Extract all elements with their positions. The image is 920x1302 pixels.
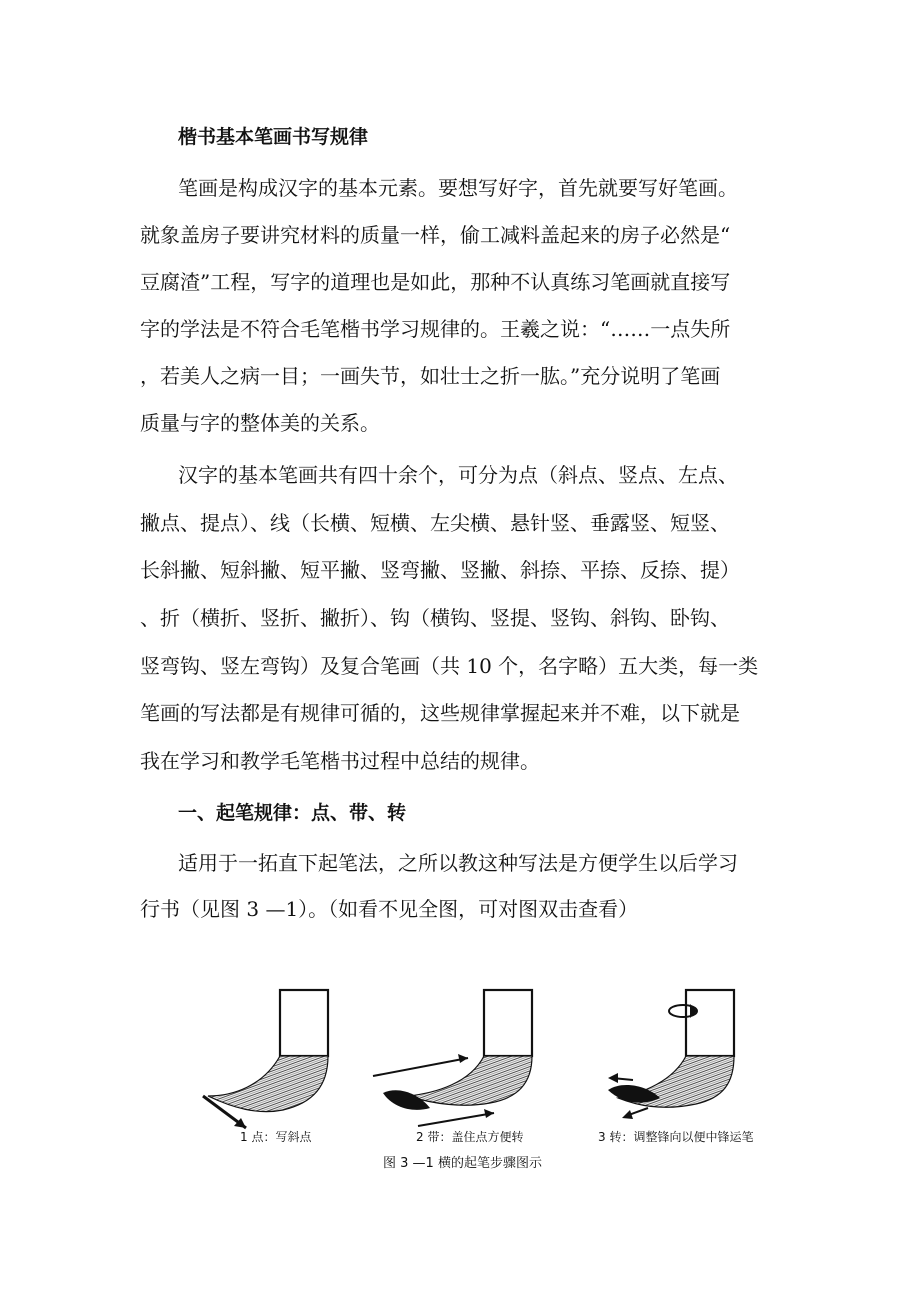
stroke-figure	[178, 968, 762, 1178]
paragraph-line: 、折（横折、竖折、撇折）、钩（横钩、竖提、竖钩、斜钩、卧钩、	[140, 606, 730, 630]
paragraph-line: 质量与字的整体美的关系。	[140, 411, 380, 435]
paragraph-line: 就象盖房子要讲究材料的质量一样，偷工减料盖起来的房子必然是“	[140, 223, 731, 247]
paragraph-line: 笔画是构成汉字的基本元素。要想写好字，首先就要写好笔画。	[178, 176, 738, 200]
figure-step-label: 1 点：写斜点	[240, 1130, 312, 1144]
brush-hair	[208, 1056, 328, 1112]
brush-step-1	[203, 990, 328, 1128]
brush-handle	[280, 990, 328, 1056]
figure-step-label: 2 带：盖住点方便转	[416, 1130, 524, 1144]
brush-steps-illustration	[178, 968, 762, 1143]
section-heading: 一、起笔规律：点、带、转	[178, 802, 407, 824]
brush-handle	[686, 990, 734, 1056]
paragraph-line: 行书（见图 3 —1）。（如看不见全图，可对图双击查看）	[140, 897, 639, 921]
document-title: 楷书基本笔画书写规律	[178, 126, 369, 148]
figure-caption: 图 3 —1 横的起笔步骤图示	[383, 1156, 542, 1171]
figure-step-label: 3 转：调整锋向以便中锋运笔	[598, 1130, 754, 1144]
paragraph-line: 字的学法是不符合毛笔楷书学习规律的。王羲之说：“……一点失所	[140, 317, 731, 341]
brush-handle	[484, 990, 532, 1056]
paragraph-line: ，若美人之病一目；一画失节，如壮士之折一肱。”充分说明了笔画	[140, 364, 721, 388]
paragraph-line: 笔画的写法都是有规律可循的，这些规律掌握起来并不难，以下就是	[140, 701, 740, 725]
stroke-direction-arrow	[373, 1058, 468, 1076]
brush-step-3	[608, 990, 734, 1119]
paragraph-line: 撇点、提点）、线（长横、短横、左尖横、悬针竖、垂露竖、短竖、	[140, 511, 730, 535]
paragraph-line: 豆腐渣”工程，写字的道理也是如此，那种不认真练习笔画就直接写	[140, 270, 731, 294]
paragraph-line: 我在学习和教学毛笔楷书过程中总结的规律。	[140, 749, 540, 773]
paragraph-line: 竖弯钩、竖左弯钩）及复合笔画（共 10 个，名字略）五大类，每一类	[140, 654, 759, 678]
paragraph-line: 适用于一拓直下起笔法，之所以教这种写法是方便学生以后学习	[178, 851, 738, 875]
stroke-direction-arrow	[418, 1113, 494, 1126]
paragraph-line: 汉字的基本笔画共有四十余个，可分为点（斜点、竖点、左点、	[178, 463, 738, 487]
brush-hair	[408, 1056, 532, 1105]
brush-step-2	[373, 990, 532, 1126]
paragraph-line: 长斜撇、短斜撇、短平撇、竖弯撇、竖撇、斜捺、平捺、反捺、提）	[140, 558, 740, 582]
